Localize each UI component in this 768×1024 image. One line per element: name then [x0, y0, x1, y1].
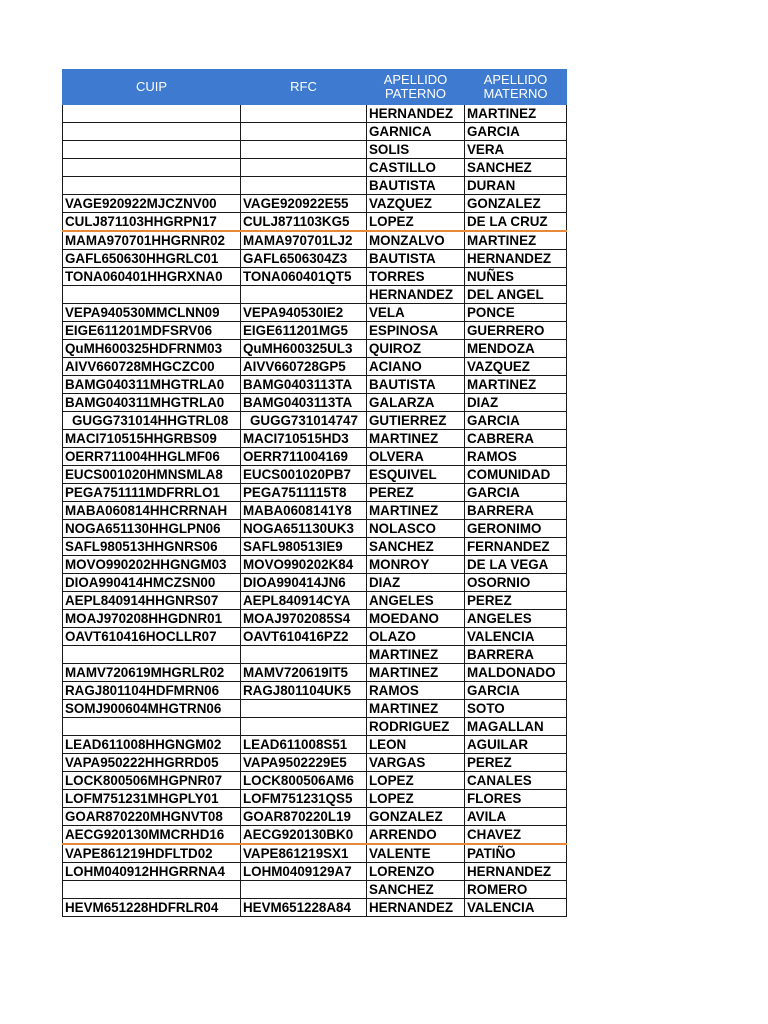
rfc-cell[interactable]: [241, 177, 367, 195]
cuip-cell[interactable]: VAPE861219HDFLTD02: [63, 844, 241, 863]
apellido-materno-cell[interactable]: GARCIA: [465, 123, 567, 141]
cuip-cell[interactable]: GAFL650630HHGRLC01: [63, 250, 241, 268]
rfc-cell[interactable]: VEPA940530IE2: [241, 304, 367, 322]
cuip-cell[interactable]: SAFL980513HHGNRS06: [63, 538, 241, 556]
table-row: [63, 646, 567, 664]
apellido-materno-cell[interactable]: ANGELES: [465, 610, 567, 628]
cuip-cell[interactable]: TONA060401HHGRXNA0: [63, 268, 241, 286]
apellido-paterno-cell[interactable]: VARGAS: [367, 754, 465, 772]
apellido-materno-cell[interactable]: SANCHEZ: [465, 159, 567, 177]
rfc-cell[interactable]: [241, 881, 367, 899]
header-row: [63, 70, 567, 105]
apellido-paterno-cell[interactable]: LOPEZ: [367, 772, 465, 790]
cuip-cell[interactable]: AIVV660728MHGCZC00: [63, 358, 241, 376]
apellido-paterno-cell[interactable]: MOEDANO: [367, 610, 465, 628]
apellido-paterno-cell[interactable]: BAUTISTA: [367, 177, 465, 195]
rfc-cell[interactable]: [241, 159, 367, 177]
rfc-cell[interactable]: DIOA990414JN6: [241, 574, 367, 592]
table-row: [63, 556, 567, 574]
apellido-paterno-cell[interactable]: GONZALEZ: [367, 808, 465, 826]
table-row: [63, 286, 567, 304]
apellido-paterno-cell[interactable]: MARTINEZ: [367, 700, 465, 718]
apellido-paterno-cell[interactable]: BAUTISTA: [367, 250, 465, 268]
rfc-cell[interactable]: [241, 105, 367, 123]
apellido-materno-cell[interactable]: GARCIA: [465, 682, 567, 700]
table-row: [63, 340, 567, 358]
apellido-paterno-cell[interactable]: RODRIGUEZ: [367, 718, 465, 736]
apellido-materno-cell[interactable]: GARCIA: [465, 484, 567, 502]
apellido-materno-cell[interactable]: FERNANDEZ: [465, 538, 567, 556]
table-row: [63, 195, 567, 213]
apellido-materno-cell[interactable]: DIAZ: [465, 394, 567, 412]
table-row: [63, 177, 567, 195]
table-row: [63, 754, 567, 772]
apellido-materno-cell[interactable]: CABRERA: [465, 430, 567, 448]
cuip-cell[interactable]: CULJ871103HHGRPN17: [63, 213, 241, 232]
apellido-materno-cell[interactable]: OSORNIO: [465, 574, 567, 592]
apellido-materno-cell[interactable]: SOTO: [465, 700, 567, 718]
cuip-cell[interactable]: NOGA651130HHGLPN06: [63, 520, 241, 538]
apellido-paterno-cell[interactable]: MARTINEZ: [367, 664, 465, 682]
header-apellido-materno-line2: MATERNO: [483, 86, 548, 101]
rfc-cell[interactable]: BAMG0403113TA: [241, 394, 367, 412]
cuip-cell[interactable]: BAMG040311MHGTRLA0: [63, 376, 241, 394]
table-row: [63, 718, 567, 736]
table-row: [63, 105, 567, 123]
rfc-cell[interactable]: GUGG731014747: [241, 412, 367, 430]
apellido-paterno-cell[interactable]: ESPINOSA: [367, 322, 465, 340]
apellido-materno-cell[interactable]: PEREZ: [465, 754, 567, 772]
table-row: [63, 700, 567, 718]
table-row: [63, 682, 567, 700]
apellido-materno-cell[interactable]: AGUILAR: [465, 736, 567, 754]
apellido-materno-cell[interactable]: RAMOS: [465, 448, 567, 466]
cuip-cell[interactable]: LOCK800506MHGPNR07: [63, 772, 241, 790]
apellido-paterno-cell[interactable]: LOPEZ: [367, 790, 465, 808]
table-row: [63, 610, 567, 628]
table-row: [63, 466, 567, 484]
cuip-cell[interactable]: LOHM040912HHGRRNA4: [63, 863, 241, 881]
cuip-cell[interactable]: [63, 123, 241, 141]
apellido-materno-cell[interactable]: COMUNIDAD: [465, 466, 567, 484]
apellido-paterno-cell[interactable]: OLVERA: [367, 448, 465, 466]
rfc-cell[interactable]: AEPL840914CYA: [241, 592, 367, 610]
apellido-materno-cell[interactable]: VALENCIA: [465, 899, 567, 917]
apellido-materno-cell[interactable]: GARCIA: [465, 412, 567, 430]
apellido-materno-cell[interactable]: AVILA: [465, 808, 567, 826]
apellido-materno-cell[interactable]: ROMERO: [465, 881, 567, 899]
rfc-cell[interactable]: MOVO990202K84: [241, 556, 367, 574]
apellido-paterno-cell[interactable]: MARTINEZ: [367, 502, 465, 520]
rfc-cell[interactable]: MACI710515HD3: [241, 430, 367, 448]
table-row: [63, 899, 567, 917]
cuip-cell[interactable]: HEVM651228HDFRLR04: [63, 899, 241, 917]
apellido-paterno-cell[interactable]: VELA: [367, 304, 465, 322]
apellido-paterno-cell[interactable]: ANGELES: [367, 592, 465, 610]
apellido-materno-cell[interactable]: MALDONADO: [465, 664, 567, 682]
rfc-cell[interactable]: [241, 646, 367, 664]
cuip-cell[interactable]: VAGE920922MJCZNV00: [63, 195, 241, 213]
apellido-paterno-cell[interactable]: QUIROZ: [367, 340, 465, 358]
apellido-paterno-cell[interactable]: RAMOS: [367, 682, 465, 700]
apellido-materno-cell[interactable]: BARRERA: [465, 502, 567, 520]
rfc-cell[interactable]: GAFL6506304Z3: [241, 250, 367, 268]
apellido-paterno-cell[interactable]: LEON: [367, 736, 465, 754]
apellido-materno-cell[interactable]: VALENCIA: [465, 628, 567, 646]
table-row: [63, 213, 567, 232]
apellido-paterno-cell[interactable]: CASTILLO: [367, 159, 465, 177]
apellido-materno-cell[interactable]: MARTINEZ: [465, 231, 567, 250]
apellido-materno-cell[interactable]: GONZALEZ: [465, 195, 567, 213]
header-apellido-paterno-line1: APELLIDO: [383, 72, 448, 87]
cuip-cell[interactable]: MABA060814HHCRRNAH: [63, 502, 241, 520]
table-row: [63, 412, 567, 430]
rfc-cell[interactable]: MOAJ9702085S4: [241, 610, 367, 628]
rfc-cell[interactable]: HEVM651228A84: [241, 899, 367, 917]
apellido-materno-cell[interactable]: MARTINEZ: [465, 105, 567, 123]
rfc-cell[interactable]: SAFL980513IE9: [241, 538, 367, 556]
apellido-paterno-cell[interactable]: ACIANO: [367, 358, 465, 376]
apellido-materno-cell[interactable]: HERNANDEZ: [465, 863, 567, 881]
rfc-cell[interactable]: NOGA651130UK3: [241, 520, 367, 538]
apellido-paterno-cell[interactable]: MONZALVO: [367, 231, 465, 250]
rfc-cell[interactable]: MABA0608141Y8: [241, 502, 367, 520]
cuip-cell[interactable]: MAMV720619MHGRLR02: [63, 664, 241, 682]
rfc-cell[interactable]: LEAD611008S51: [241, 736, 367, 754]
rfc-cell[interactable]: EUCS001020PB7: [241, 466, 367, 484]
apellido-materno-cell[interactable]: DE LA CRUZ: [465, 213, 567, 232]
apellido-paterno-cell[interactable]: VALENTE: [367, 844, 465, 863]
apellido-paterno-cell[interactable]: VAZQUEZ: [367, 195, 465, 213]
cuip-cell[interactable]: LEAD611008HHGNGM02: [63, 736, 241, 754]
table-row: [63, 808, 567, 826]
apellido-materno-cell[interactable]: MARTINEZ: [465, 376, 567, 394]
table-row: [63, 520, 567, 538]
table-row: [63, 881, 567, 899]
cuip-cell[interactable]: OERR711004HHGLMF06: [63, 448, 241, 466]
cuip-cell[interactable]: MOAJ970208HHGDNR01: [63, 610, 241, 628]
cuip-cell[interactable]: [63, 881, 241, 899]
rfc-cell[interactable]: BAMG0403113TA: [241, 376, 367, 394]
rfc-cell[interactable]: TONA060401QT5: [241, 268, 367, 286]
apellido-paterno-cell[interactable]: GUTIERREZ: [367, 412, 465, 430]
table-row: [63, 123, 567, 141]
rfc-cell[interactable]: [241, 141, 367, 159]
apellido-paterno-cell[interactable]: SANCHEZ: [367, 538, 465, 556]
apellido-paterno-cell[interactable]: GARNICA: [367, 123, 465, 141]
table-row: [63, 772, 567, 790]
table-header: [63, 70, 567, 105]
table-row: [63, 304, 567, 322]
cuip-cell[interactable]: VEPA940530MMCLNN09: [63, 304, 241, 322]
table-row: [63, 863, 567, 881]
cuip-cell[interactable]: SOMJ900604MHGTRN06: [63, 700, 241, 718]
apellido-paterno-cell[interactable]: MARTINEZ: [367, 430, 465, 448]
cuip-cell[interactable]: [63, 286, 241, 304]
table-row: [63, 790, 567, 808]
apellido-paterno-cell[interactable]: LOPEZ: [367, 213, 465, 232]
apellido-materno-cell[interactable]: MENDOZA: [465, 340, 567, 358]
table-row: [63, 376, 567, 394]
apellido-paterno-cell[interactable]: BAUTISTA: [367, 376, 465, 394]
data-table: [62, 69, 567, 917]
apellido-materno-cell[interactable]: VAZQUEZ: [465, 358, 567, 376]
table-row: [63, 484, 567, 502]
rfc-cell[interactable]: PEGA7511115T8: [241, 484, 367, 502]
apellido-materno-cell[interactable]: MAGALLAN: [465, 718, 567, 736]
rfc-cell[interactable]: AIVV660728GP5: [241, 358, 367, 376]
apellido-paterno-cell[interactable]: LORENZO: [367, 863, 465, 881]
cuip-cell[interactable]: LOFM751231MHGPLY01: [63, 790, 241, 808]
apellido-paterno-cell[interactable]: ARRENDO: [367, 826, 465, 845]
table-body: [63, 105, 567, 917]
rfc-cell[interactable]: QuMH600325UL3: [241, 340, 367, 358]
apellido-paterno-cell[interactable]: HERNANDEZ: [367, 105, 465, 123]
cuip-cell[interactable]: MOVO990202HHGNGM03: [63, 556, 241, 574]
apellido-materno-cell[interactable]: DEL ANGEL: [465, 286, 567, 304]
rfc-cell[interactable]: CULJ871103KG5: [241, 213, 367, 232]
table-row: [63, 448, 567, 466]
table-row: [63, 159, 567, 177]
rfc-cell[interactable]: MAMV720619IT5: [241, 664, 367, 682]
apellido-paterno-cell[interactable]: HERNANDEZ: [367, 899, 465, 917]
cuip-cell[interactable]: EUCS001020HMNSMLA8: [63, 466, 241, 484]
cuip-cell[interactable]: MAMA970701HHGRNR02: [63, 231, 241, 250]
rfc-cell[interactable]: VAPA9502229E5: [241, 754, 367, 772]
rfc-cell[interactable]: LOHM0409129A7: [241, 863, 367, 881]
rfc-cell[interactable]: VAPE861219SX1: [241, 844, 367, 863]
apellido-paterno-cell[interactable]: DIAZ: [367, 574, 465, 592]
apellido-paterno-cell[interactable]: SOLIS: [367, 141, 465, 159]
cuip-cell[interactable]: RAGJ801104HDFMRN06: [63, 682, 241, 700]
apellido-paterno-cell[interactable]: OLAZO: [367, 628, 465, 646]
apellido-materno-cell[interactable]: NUÑES: [465, 268, 567, 286]
apellido-paterno-cell[interactable]: MONROY: [367, 556, 465, 574]
table-row: [63, 250, 567, 268]
rfc-cell[interactable]: GOAR870220L19: [241, 808, 367, 826]
rfc-cell[interactable]: AECG920130BK0: [241, 826, 367, 845]
apellido-materno-cell[interactable]: CANALES: [465, 772, 567, 790]
apellido-materno-cell[interactable]: DE LA VEGA: [465, 556, 567, 574]
cuip-cell[interactable]: [63, 646, 241, 664]
apellido-materno-cell[interactable]: PEREZ: [465, 592, 567, 610]
cuip-cell[interactable]: [63, 105, 241, 123]
table-row: [63, 322, 567, 340]
cuip-cell[interactable]: QuMH600325HDFRNM03: [63, 340, 241, 358]
apellido-materno-cell[interactable]: VERA: [465, 141, 567, 159]
cuip-cell[interactable]: [63, 159, 241, 177]
apellido-materno-cell[interactable]: CHAVEZ: [465, 826, 567, 845]
apellido-paterno-cell[interactable]: MARTINEZ: [367, 646, 465, 664]
cuip-cell[interactable]: GOAR870220MHGNVT08: [63, 808, 241, 826]
apellido-paterno-cell[interactable]: SANCHEZ: [367, 881, 465, 899]
table-row: [63, 592, 567, 610]
cuip-cell[interactable]: AECG920130MMCRHD16: [63, 826, 241, 845]
cuip-cell[interactable]: DIOA990414HMCZSN00: [63, 574, 241, 592]
rfc-cell[interactable]: MAMA970701LJ2: [241, 231, 367, 250]
table-row: [63, 394, 567, 412]
apellido-materno-cell[interactable]: HERNANDEZ: [465, 250, 567, 268]
header-apellido-materno[interactable]: [465, 70, 567, 105]
table-row: [63, 502, 567, 520]
apellido-materno-cell[interactable]: DURAN: [465, 177, 567, 195]
cuip-cell[interactable]: [63, 141, 241, 159]
apellido-materno-cell[interactable]: FLORES: [465, 790, 567, 808]
rfc-cell[interactable]: RAGJ801104UK5: [241, 682, 367, 700]
apellido-materno-cell[interactable]: GERONIMO: [465, 520, 567, 538]
apellido-materno-cell[interactable]: PATIÑO: [465, 844, 567, 863]
rfc-cell[interactable]: LOFM751231QS5: [241, 790, 367, 808]
table-row: [63, 664, 567, 682]
cuip-cell[interactable]: MACI710515HHGRBS09: [63, 430, 241, 448]
table-row: [63, 141, 567, 159]
rfc-cell[interactable]: EIGE611201MG5: [241, 322, 367, 340]
header-rfc[interactable]: RFC: [241, 70, 367, 105]
header-cuip[interactable]: CUIP: [63, 70, 241, 105]
table-row: [63, 358, 567, 376]
rfc-cell[interactable]: [241, 718, 367, 736]
cuip-cell[interactable]: BAMG040311MHGTRLA0: [63, 394, 241, 412]
rfc-cell[interactable]: OAVT610416PZ2: [241, 628, 367, 646]
cuip-cell[interactable]: AEPL840914HHGNRS07: [63, 592, 241, 610]
cuip-cell[interactable]: [63, 177, 241, 195]
apellido-paterno-cell[interactable]: GALARZA: [367, 394, 465, 412]
rfc-cell[interactable]: [241, 700, 367, 718]
rfc-cell[interactable]: VAGE920922E55: [241, 195, 367, 213]
rfc-cell[interactable]: [241, 286, 367, 304]
apellido-paterno-cell[interactable]: TORRES: [367, 268, 465, 286]
cuip-cell[interactable]: VAPA950222HHGRRD05: [63, 754, 241, 772]
header-apellido-materno-line1: APELLIDO: [483, 72, 548, 87]
apellido-paterno-cell[interactable]: HERNANDEZ: [367, 286, 465, 304]
cuip-cell[interactable]: PEGA751111MDFRRLO1: [63, 484, 241, 502]
table-row: [63, 736, 567, 754]
rfc-cell[interactable]: OERR711004169: [241, 448, 367, 466]
cuip-cell[interactable]: EIGE611201MDFSRV06: [63, 322, 241, 340]
table-row: [63, 844, 567, 863]
table-row: [63, 628, 567, 646]
cuip-cell[interactable]: [63, 718, 241, 736]
table-row: [63, 538, 567, 556]
apellido-paterno-cell[interactable]: ESQUIVEL: [367, 466, 465, 484]
cuip-cell[interactable]: GUGG731014HHGTRL08: [63, 412, 241, 430]
table-row: [63, 826, 567, 845]
table-row: [63, 268, 567, 286]
table-row: [63, 574, 567, 592]
rfc-cell[interactable]: [241, 123, 367, 141]
apellido-paterno-cell[interactable]: NOLASCO: [367, 520, 465, 538]
apellido-materno-cell[interactable]: GUERRERO: [465, 322, 567, 340]
table-row: [63, 430, 567, 448]
header-apellido-paterno[interactable]: [367, 70, 465, 105]
apellido-materno-cell[interactable]: PONCE: [465, 304, 567, 322]
apellido-materno-cell[interactable]: BARRERA: [465, 646, 567, 664]
rfc-cell[interactable]: LOCK800506AM6: [241, 772, 367, 790]
table-row: [63, 231, 567, 250]
apellido-paterno-cell[interactable]: PEREZ: [367, 484, 465, 502]
header-apellido-paterno-line2: PATERNO: [385, 86, 446, 101]
cuip-cell[interactable]: OAVT610416HOCLLR07: [63, 628, 241, 646]
